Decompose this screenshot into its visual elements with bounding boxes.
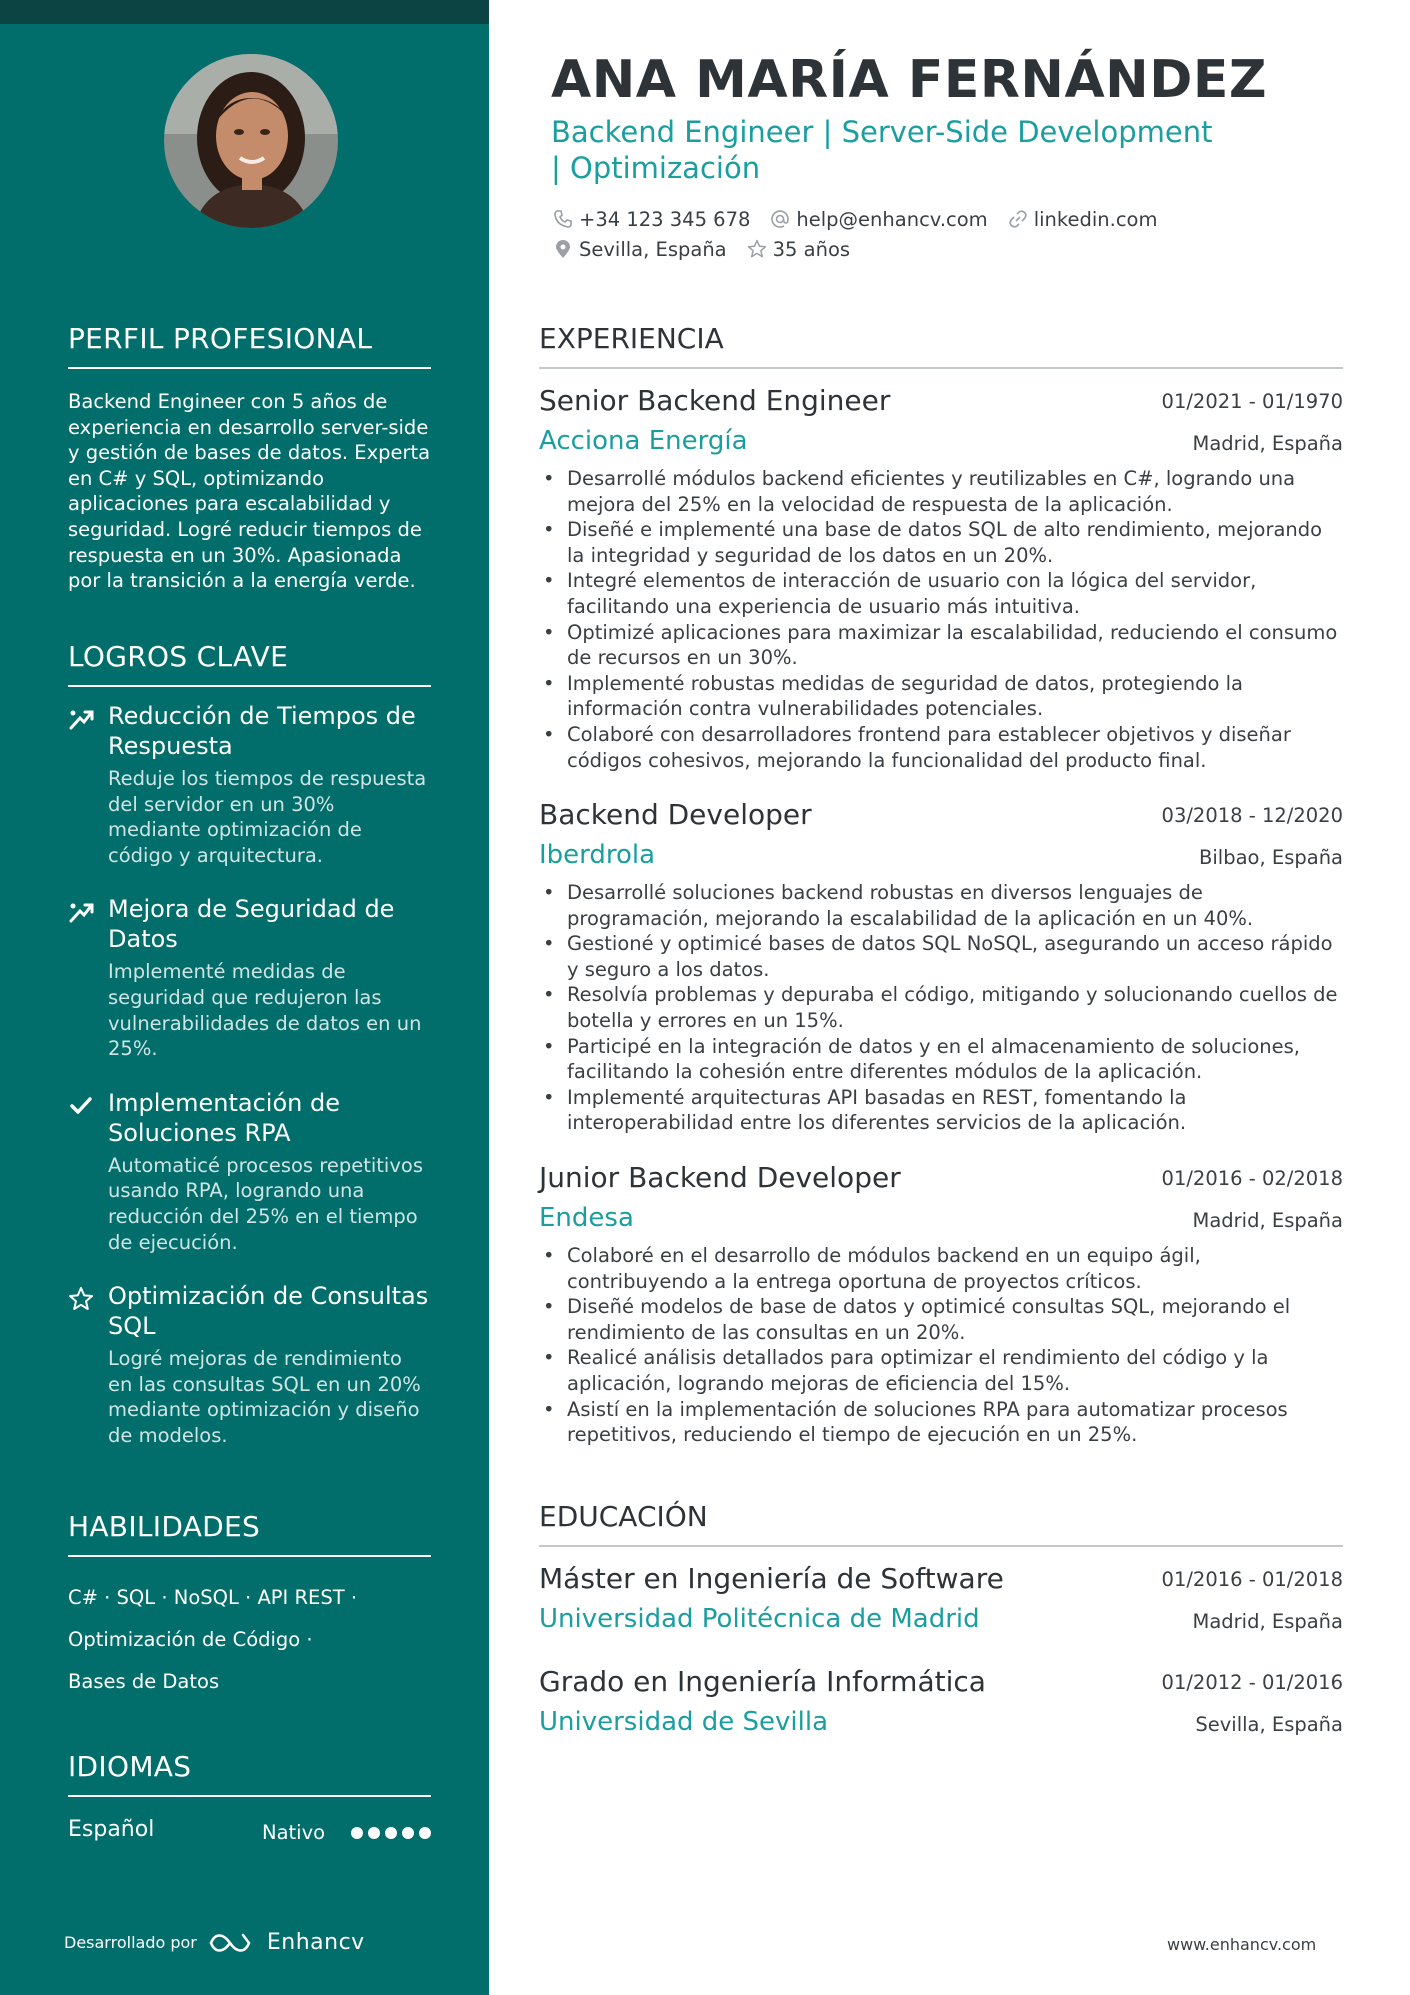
achievement-item: [68, 701, 431, 868]
job-bullet: • Desarrollé soluciones backend robustas en diversos lenguajes de programación, mejorando la escalabilidad de la aplicación en un 40%.: [539, 880, 1343, 931]
contact-location: [553, 238, 727, 261]
profile-title: PERFIL PROFESIONAL: [68, 322, 431, 369]
achievement-item: [68, 894, 431, 1061]
skill-line: C# · SQL · NoSQL · API REST ·: [68, 1586, 358, 1609]
job-company: Iberdrola: [539, 840, 656, 870]
profile-section: [68, 322, 431, 594]
location-text: Sevilla, España: [579, 237, 727, 261]
link-icon: [1008, 209, 1028, 229]
language-row: [68, 1813, 431, 1853]
education-dates: 01/2016 - 01/2018: [1161, 1568, 1343, 1591]
job-bullet: • Optimizé aplicaciones para maximizar la escalabilidad, reduciendo el consumo de recursos en un 30%.: [539, 620, 1343, 671]
achievement-item: [68, 1281, 431, 1448]
job-bullet: • Colaboré en el desarrollo de módulos backend en un equipo ágil, contribuyendo a la entrega oportuna de proyectos críticos.: [539, 1243, 1343, 1294]
job-title: Junior Backend Developer: [539, 1161, 901, 1194]
languages-section: [68, 1750, 431, 1853]
job-location: Madrid, España: [1192, 432, 1343, 455]
check-icon: [68, 1093, 94, 1119]
job-title: Backend Developer: [539, 798, 812, 831]
level-dot: [402, 1827, 414, 1839]
education-location: Madrid, España: [1192, 1610, 1343, 1633]
achievement-desc: Reduje los tiempos de respuesta del servidor en un 30% mediante optimización de código y arquitectura.: [108, 767, 427, 867]
headline: Backend Engineer | Server-Side Development | Optimización: [551, 115, 1213, 185]
achievements-title: LOGROS CLAVE: [68, 640, 431, 687]
skills-section: [68, 1510, 431, 1703]
skills-title: HABILIDADES: [68, 1510, 431, 1557]
skills-list: [68, 1577, 431, 1703]
powered-by: [64, 1930, 365, 1955]
job-entry: [539, 1161, 1343, 1448]
language-level-dots: [351, 1827, 431, 1839]
job-title: Senior Backend Engineer: [539, 384, 891, 417]
achievement-item: [68, 1088, 431, 1255]
languages-title: IDIOMAS: [68, 1750, 431, 1797]
trend-icon: [68, 706, 94, 732]
star-icon: [68, 1286, 94, 1312]
job-company: Acciona Energía: [539, 426, 748, 456]
phone-icon: [553, 209, 573, 229]
job-entry: [539, 384, 1343, 773]
powered-by-label: Desarrollado por: [64, 1933, 197, 1952]
skill-line: Optimización de Código ·: [68, 1628, 313, 1651]
education-degree: Grado en Ingeniería Informática: [539, 1665, 986, 1698]
contact-info: [553, 204, 1253, 264]
job-entry: [539, 798, 1343, 1136]
education-title: EDUCACIÓN: [539, 1500, 1343, 1547]
profile-photo: [164, 54, 338, 228]
profile-text: Backend Engineer con 5 años de experiencia en desarrollo server-side y gestión de bases de datos. Experta en C# y SQL, optimizando aplicaciones para escalabilidad y seguridad. Logré reducir tiempos de respuesta en un 30%. Apasionada por la transición a la energía verde.: [68, 390, 431, 593]
achievement-title: Implementación de Soluciones RPA: [108, 1088, 340, 1147]
achievement-title: Reducción de Tiempos de Respuesta: [108, 702, 416, 760]
level-dot: [351, 1827, 363, 1839]
contact-email[interactable]: [770, 208, 987, 231]
language-name: Español: [68, 1817, 155, 1842]
footer-url[interactable]: www.enhancv.com: [1167, 1935, 1317, 1954]
contact-phone[interactable]: [553, 208, 750, 231]
job-bullet: • Diseñé e implementé una base de datos SQL de alto rendimiento, mejorando la integridad y seguridad de los datos en un 20%.: [539, 517, 1343, 568]
achievement-desc: Logré mejoras de rendimiento en las consultas SQL en un 20% mediante optimización y diseño de modelos.: [108, 1347, 421, 1447]
at-icon: [770, 209, 790, 229]
achievement-title: Mejora de Seguridad de Datos: [108, 895, 395, 954]
job-location: Bilbao, España: [1199, 846, 1343, 869]
education-school: Universidad Politécnica de Madrid: [539, 1604, 980, 1634]
sidebar-top-bar: [0, 0, 489, 24]
job-bullet: • Asistí en la implementación de soluciones RPA para automatizar procesos repetitivos, reduciendo el tiempo de ejecución en un 25%.: [539, 1397, 1343, 1448]
job-bullets: [539, 466, 1343, 773]
education-entry: [539, 1665, 1343, 1747]
job-bullet: • Implementé robustas medidas de seguridad de datos, protegiendo la información contra vulnerabilidades potenciales.: [539, 671, 1343, 722]
powered-by-brand: Enhancv: [266, 1930, 365, 1955]
education-school: Universidad de Sevilla: [539, 1707, 829, 1737]
linkedin-text: linkedin.com: [1033, 207, 1158, 231]
job-bullet: • Desarrollé módulos backend eficientes y reutilizables en C#, logrando una mejora del 25% en la velocidad de respuesta de la aplicación.: [539, 466, 1343, 517]
job-bullet: • Participé en la integración de datos y en el almacenamiento de soluciones, facilitando la cohesión entre diferentes módulos de la aplicación.: [539, 1034, 1343, 1085]
education-location: Sevilla, España: [1195, 1713, 1343, 1736]
education-entry: [539, 1562, 1343, 1644]
candidate-name: ANA MARÍA FERNÁNDEZ: [551, 50, 1268, 110]
job-bullet: • Integré elementos de interacción de usuario con la lógica del servidor, facilitando una experiencia de usuario más intuitiva.: [539, 568, 1343, 619]
achievement-desc: Automaticé procesos repetitivos usando RPA, logrando una reducción del 25% en el tiempo de ejecución.: [108, 1153, 423, 1254]
job-bullets: [539, 1243, 1343, 1448]
age-text: 35 años: [772, 237, 851, 261]
phone-text: +34 123 345 678: [579, 207, 751, 231]
sidebar: [0, 0, 489, 1995]
skill-line: Bases de Datos: [68, 1670, 220, 1693]
job-bullet: • Implementé arquitecturas API basadas en REST, fomentando la interoperabilidad entre los diferentes servicios de la aplicación.: [539, 1085, 1343, 1136]
achievement-desc: Implementé medidas de seguridad que redujeron las vulnerabilidades de datos en un 25%.: [108, 960, 422, 1061]
email-text: help@enhancv.com: [796, 207, 988, 231]
contact-age: [747, 238, 850, 261]
job-bullet: • Resolvía problemas y depuraba el código, mitigando y solucionando cuellos de botella y errores en un 15%.: [539, 982, 1343, 1033]
job-bullet: • Colaboré con desarrolladores frontend para establecer objetivos y diseñar códigos cohesivos, mejorando la funcionalidad del producto final.: [539, 722, 1343, 773]
job-dates: 01/2016 - 02/2018: [1161, 1167, 1343, 1190]
contact-linkedin[interactable]: [1008, 208, 1158, 231]
job-location: Madrid, España: [1192, 1209, 1343, 1232]
experience-title: EXPERIENCIA: [539, 322, 1343, 369]
job-company: Endesa: [539, 1203, 634, 1233]
level-dot: [385, 1827, 397, 1839]
location-pin-icon: [553, 239, 573, 259]
job-bullet: • Realicé análisis detallados para optimizar el rendimiento del código y la aplicación, logrando mejoras de eficiencia del 15%.: [539, 1345, 1343, 1396]
enhancv-logo-icon: [207, 1931, 253, 1955]
job-dates: 01/2021 - 01/1970: [1161, 390, 1343, 413]
achievement-title: Optimización de Consultas SQL: [108, 1282, 429, 1341]
achievements-section: [68, 640, 431, 1449]
education-degree: Máster en Ingeniería de Software: [539, 1562, 1004, 1595]
level-dot: [368, 1827, 380, 1839]
language-level: Nativo: [262, 1821, 326, 1844]
job-dates: 03/2018 - 12/2020: [1161, 804, 1343, 827]
job-bullets: [539, 880, 1343, 1136]
level-dot: [419, 1827, 431, 1839]
trend-icon: [68, 899, 94, 925]
job-bullet: • Diseñé modelos de base de datos y optimicé consultas SQL, mejorando el rendimiento de las consultas en un 20%.: [539, 1294, 1343, 1345]
job-bullet: • Gestioné y optimicé bases de datos SQL NoSQL, asegurando un acceso rápido y seguro a los datos.: [539, 931, 1343, 982]
education-dates: 01/2012 - 01/2016: [1161, 1671, 1343, 1694]
star-icon: [747, 239, 767, 259]
